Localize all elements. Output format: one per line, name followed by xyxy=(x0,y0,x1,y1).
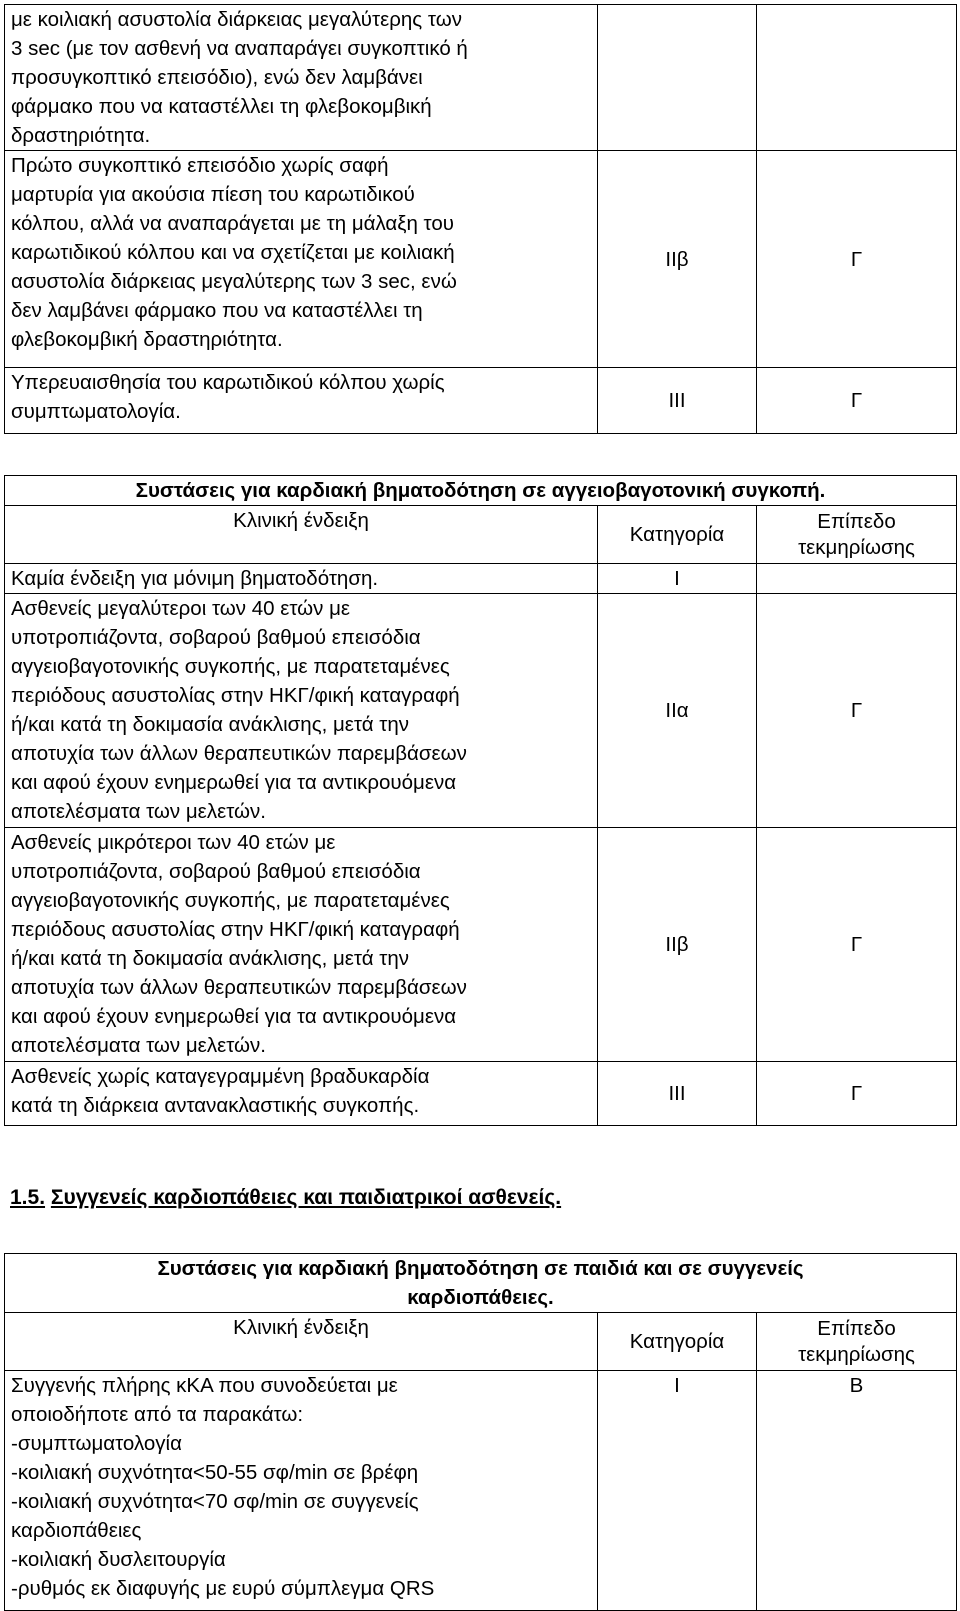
indication-cell: Ασθενείς χωρίς καταγεγραμμένη βραδυκαρδία κατά τη διάρκεια αντανακλαστικής συγκοπής. xyxy=(5,1062,598,1126)
indication-cell: Ασθενείς μικρότεροι των 40 ετών με υποτροπιάζοντα, σοβαρού βαθμού επεισόδια αγγειοβαγοτονικής συγκοπής, με παρατεταμένες περιόδους ασυστολίας στην ΗΚΓ/φική καταγραφή ή/και κατά τη δοκιμασία ανάκλισης, μετά την αποτυχία των άλλων θεραπευτικών παρεμβάσεων και αφού έχουν ενημερωθεί για τα αντικρουόμενα αποτελέσματα των μελετών. xyxy=(5,828,598,1062)
level-cell xyxy=(757,5,957,151)
header-category: Κατηγορία xyxy=(598,1313,757,1371)
indication-cell: Ασθενείς μεγαλύτεροι των 40 ετών με υποτροπιάζοντα, σοβαρού βαθμού επεισόδια αγγειοβαγοτονικής συγκοπής, με παρατεταμένες περιόδους ασυστολίας στην ΗΚΓ/φική καταγραφή ή/και κατά τη δοκιμασία ανάκλισης, μετά την αποτυχία των άλλων θεραπευτικών παρεμβάσεων και αφού έχουν ενημερωθεί για τα αντικρουόμενα αποτελέσματα των μελετών. xyxy=(5,594,598,828)
category-cell: IIα xyxy=(598,594,757,828)
table-header-row xyxy=(5,1313,957,1371)
level-cell xyxy=(757,564,957,594)
indication-cell: Συγγενής πλήρης κΚΑ που συνοδεύεται με οποιοδήποτε από τα παρακάτω: -συμπτωματολογία -κοιλιακή συχνότητα<50-55 σφ/min σε βρέφη -κοιλιακή συχνότητα<70 σφ/min σε συγγενείς καρδιοπάθειες -κοιλιακή δυσλειτουργία -ρυθμός εκ διαφυγής με ευρύ σύμπλεγμα QRS xyxy=(5,1371,598,1611)
table-row xyxy=(5,828,957,1062)
level-cell: Γ xyxy=(757,1062,957,1126)
table-row xyxy=(5,1062,957,1126)
category-cell: IIβ xyxy=(598,828,757,1062)
section-number: 1.5. xyxy=(10,1186,46,1209)
category-cell: III xyxy=(598,1062,757,1126)
table-row xyxy=(5,151,957,368)
table-row xyxy=(5,368,957,434)
section-heading xyxy=(10,1183,561,1213)
header-level: Επίπεδο τεκμηρίωσης xyxy=(757,1313,957,1371)
recommendations-table-vasovagal xyxy=(4,475,957,1126)
level-cell: Β xyxy=(757,1371,957,1611)
table-title-row xyxy=(5,476,957,506)
table-row xyxy=(5,594,957,828)
indication-cell: Πρώτο συγκοπτικό επεισόδιο χωρίς σαφή μαρτυρία για ακούσια πίεση του καρωτιδικού κόλπου, αλλά να αναπαράγεται με τη μάλαξη του καρωτιδικού κόλπου και να σχετίζεται με κοιλιακή ασυστολία διάρκειας μεγαλύτερης των 3 sec, ενώ δεν λαμβάνει φάρμακο που να καταστέλλει τη φλεβοκομβική δραστηριότητα. xyxy=(5,151,598,368)
header-level: Επίπεδο τεκμηρίωσης xyxy=(757,506,957,564)
header-indication: Κλινική ένδειξη xyxy=(5,506,598,564)
level-cell: Γ xyxy=(757,828,957,1062)
table-row xyxy=(5,5,957,151)
recommendations-table-carotid xyxy=(4,4,957,434)
table-row xyxy=(5,1371,957,1611)
table-title: Συστάσεις για καρδιακή βηματοδότηση σε αγγειοβαγοτονική συγκοπή. xyxy=(5,476,957,506)
table-title: Συστάσεις για καρδιακή βηματοδότηση σε παιδιά και σε συγγενείς καρδιοπάθειες. xyxy=(5,1254,957,1313)
category-cell: I xyxy=(598,564,757,594)
level-cell: Γ xyxy=(757,368,957,434)
indication-cell: Υπερευαισθησία του καρωτιδικού κόλπου χωρίς συμπτωματολογία. xyxy=(5,368,598,434)
section-title: Συγγενείς καρδιοπάθειες και παιδιατρικοί ασθενείς. xyxy=(50,1186,562,1209)
indication-cell: Καμία ένδειξη για μόνιμη βηματοδότηση. xyxy=(5,564,598,594)
table-row xyxy=(5,564,957,594)
category-cell: I xyxy=(598,1371,757,1611)
table-title-row xyxy=(5,1254,957,1313)
category-cell xyxy=(598,5,757,151)
category-cell: IIβ xyxy=(598,151,757,368)
header-indication: Κλινική ένδειξη xyxy=(5,1313,598,1371)
recommendations-table-pediatric xyxy=(4,1253,957,1611)
table-header-row xyxy=(5,506,957,564)
level-cell: Γ xyxy=(757,151,957,368)
indication-cell: με κοιλιακή ασυστολία διάρκειας μεγαλύτερης των 3 sec (με τον ασθενή να αναπαράγει συγκοπτικό ή προσυγκοπτικό επεισόδιο), ενώ δεν λαμβάνει φάρμακο που να καταστέλλει τη φλεβοκομβική δραστηριότητα. xyxy=(5,5,598,151)
category-cell: III xyxy=(598,368,757,434)
header-category: Κατηγορία xyxy=(598,506,757,564)
level-cell: Γ xyxy=(757,594,957,828)
